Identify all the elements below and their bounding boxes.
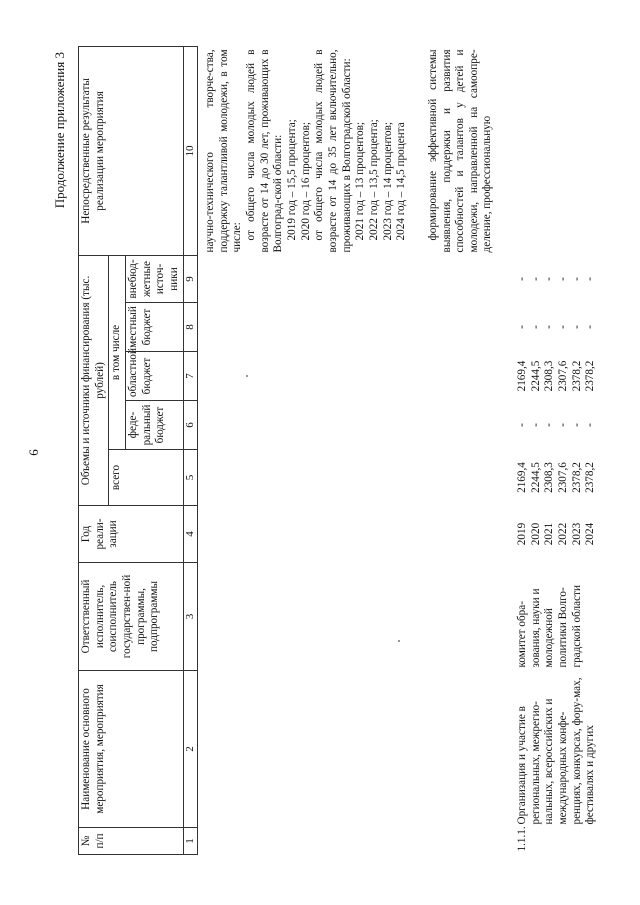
federal-value: -: [543, 423, 556, 427]
continuation-header: Продолжение приложения 3: [52, 52, 67, 209]
col-number: 3: [183, 563, 197, 671]
results-paragraph: от общего числа молодых людей в возрасте от 14 до 30 лет, проживающих в Волгоград-ской области:: [244, 49, 285, 253]
regional-value: 2308,3: [543, 360, 556, 392]
offbudget-value: -: [516, 277, 528, 281]
row-number-text: 1.1.1.: [516, 826, 528, 852]
results-list-item: 2021 год – 13 процентов;: [354, 121, 367, 241]
row-activity-name: [198, 671, 599, 828]
federal-value: -: [556, 423, 569, 427]
page-number: 6: [26, 449, 41, 456]
total-value: 2378,2: [570, 462, 583, 493]
year-value: 2022: [556, 522, 569, 546]
year-value: 2020: [529, 522, 542, 546]
header-executor: Ответственный исполнитель, соисполнитель государствен-ной программы, подпрограммы: [79, 563, 184, 671]
local-value: -: [529, 325, 542, 329]
total-value: 2244,5: [529, 462, 542, 493]
row-regional: [198, 352, 599, 401]
row-executor-text: комитет обра-зования, науки и молодежной политики Волго-градской области: [516, 585, 583, 668]
regional-value: 2169,4: [516, 360, 528, 392]
col-number: 8: [183, 303, 197, 352]
offbudget-value: -: [584, 277, 597, 281]
header-year: Год реали-зации: [79, 506, 184, 563]
local-value: -: [584, 325, 597, 329]
header-num: № п/п: [79, 828, 184, 855]
results-list-item: 2020 год – 16 процентов;: [299, 121, 312, 241]
results-list-item: 2024 год – 14,5 процента: [395, 122, 408, 241]
header-local: местный бюджет: [125, 303, 183, 352]
scan-speck: [246, 375, 248, 377]
federal-value: -: [529, 423, 542, 427]
header-federal: феде-ральный бюджет: [125, 401, 183, 450]
total-value: 2169,4: [516, 462, 528, 493]
table-row: [198, 46, 599, 854]
header-results: Непосредственные результаты реализации мероприятия: [79, 46, 184, 255]
header-activity: Наименование основного мероприятия, мероприятия: [79, 671, 184, 828]
header-regional: областной бюджет: [125, 352, 183, 401]
year-value: 2021: [543, 522, 556, 546]
header-offbudget: внебюд-жетные источ-ники: [125, 255, 183, 302]
federal-value: -: [570, 423, 583, 427]
row-total: [198, 450, 599, 506]
regional-value: 2244,5: [529, 360, 542, 392]
col-number: 1: [183, 828, 197, 855]
col-number: 5: [183, 450, 197, 506]
total-value: 2308,3: [543, 462, 556, 493]
col-number: 9: [183, 255, 197, 302]
column-number-row: [183, 46, 197, 854]
offbudget-value: -: [556, 277, 569, 281]
col-number: 7: [183, 352, 197, 401]
header-including: в том числе: [109, 255, 126, 449]
total-value: 2378,2: [584, 462, 597, 493]
row-offbudget: [198, 255, 599, 302]
local-value: -: [570, 325, 583, 329]
year-value: 2019: [516, 522, 528, 546]
offbudget-value: -: [570, 277, 583, 281]
header-total: всего: [109, 450, 183, 506]
results-list-item: 2019 год – 15,5 процента;: [285, 119, 298, 241]
scan-speck: [398, 640, 400, 642]
total-value: 2307,6: [556, 462, 569, 493]
results-list-item: 2022 год – 13,5 процента;: [367, 119, 380, 241]
col-number: 6: [183, 401, 197, 450]
row-number: [198, 828, 599, 855]
results-paragraph: научно-технического творче-ства, поддержку талантливой молодежи, в том числе:: [204, 49, 244, 253]
col-number: 4: [183, 506, 197, 563]
results-paragraph: от общего числа молодых людей в возрасте от 14 до 35 лет включительно, проживающих в Волгоградской области:: [313, 49, 353, 253]
federal-value: -: [584, 423, 597, 427]
offbudget-value: -: [529, 277, 542, 281]
col-number: 10: [183, 46, 197, 255]
row-local: [198, 303, 599, 352]
offbudget-value: -: [543, 277, 556, 281]
header-row-1: [79, 46, 109, 854]
year-value: 2024: [584, 522, 597, 546]
row-activity-text: Организация и участие в региональных, межрегио-нальных, всероссийских и международных конфе-ренциях, конкурсах, фору-мах, фестивалях и других: [516, 677, 597, 825]
row-years: [198, 506, 599, 563]
results-paragraph: формирование эффективной системы выявления, поддержки и развития способностей и талантов у детей и молодежи, направленной на самоопре-деление, профессиональную: [426, 49, 494, 253]
col-number: 2: [183, 671, 197, 828]
year-value: 2023: [570, 522, 583, 546]
row-executor: [198, 563, 599, 671]
regional-value: 2307,6: [556, 360, 569, 392]
local-value: -: [516, 325, 528, 329]
program-table: [78, 46, 599, 855]
row-results: [198, 46, 599, 255]
regional-value: 2378,2: [584, 360, 597, 392]
local-value: -: [556, 325, 569, 329]
federal-value: -: [516, 423, 528, 427]
results-list-item: 2023 год – 14 процентов;: [381, 121, 394, 241]
regional-value: 2378,2: [570, 360, 583, 392]
local-value: -: [543, 325, 556, 329]
row-federal: [198, 401, 599, 450]
header-funding: Объемы и источники финансирования (тыс. рублей): [79, 255, 109, 505]
